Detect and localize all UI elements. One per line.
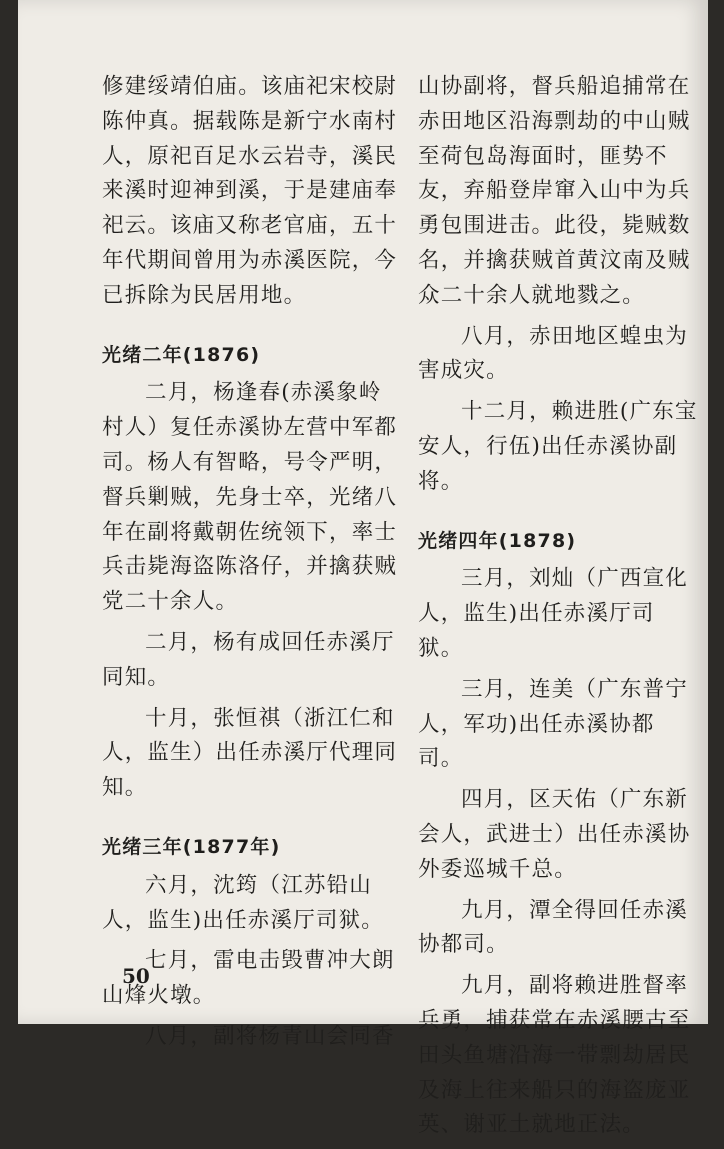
paragraph: 六月，沈筠（江苏铅山人，监生)出任赤溪厅司狱。 — [102, 872, 384, 933]
paragraph: 山协副将，督兵船追捕常在赤田地区沿海剽劫的中山贼至荷包岛海面时，匪势不友，弃船登岸窜入山中为兵勇包围进击。此役，毙贼数名，并擒获贼首黄汶南及贼众二十余人就地戮之。 — [418, 74, 691, 308]
paragraph: 八月，副将杨青山会同香 — [145, 1023, 395, 1049]
section-heading: 光绪四年(1878) — [418, 529, 577, 552]
paragraph: 三月，刘灿（广西宣化人，监生)出任赤溪厅司狱。 — [418, 566, 689, 661]
section-heading: 光绪二年(1876) — [102, 343, 261, 366]
page-number: 50 — [122, 964, 150, 988]
paragraph: 二月，杨逢春(赤溪象岭村人）复任赤溪协左营中军都司。杨人有智略，号令严明，督兵剿贼，先身士卒，光绪八年在副将戴朝佐统领下，率士兵击毙海盗陈洛仔，并擒获贼党二十余人。 — [102, 380, 398, 615]
section-heading: 光绪三年(1877年) — [102, 835, 281, 858]
paragraph: 十二月，赖进胜(广东宝安人，行伍)出任赤溪协副将。 — [418, 399, 698, 494]
paragraph: 十月，张恒祺（浙江仁和人，监生）出任赤溪厅代理同知。 — [102, 705, 398, 801]
paragraph: 七月，雷电击毁曹冲大朗山烽火墩。 — [102, 948, 395, 1009]
paragraph: 九月，潭全得回任赤溪协都司。 — [418, 897, 689, 958]
book-page — [18, 0, 708, 1138]
right-column — [418, 70, 698, 1149]
paragraph: 二月，杨有成回任赤溪厅同知。 — [102, 629, 395, 690]
paragraph: 八月，赤田地区蝗虫为害成灾。 — [418, 323, 689, 384]
paragraph: 四月，区天佑（广东新会人，武进士）出任赤溪协外委巡城千总。 — [418, 787, 691, 882]
paragraph: 九月，副将赖进胜督率兵勇，捕获常在赤溪腰古至田头鱼塘沿海一带剽劫居民及海上往来船只的海盗庞亚英、谢亚土就地正法。 — [418, 973, 691, 1138]
paragraph: 三月，连美（广东普宁人，军功)出任赤溪协都司。 — [418, 676, 689, 772]
left-column — [102, 70, 402, 1061]
paragraph: 修建绥靖伯庙。该庙祀宋校尉陈仲真。据载陈是新宁水南村人，原祀百足水云岩寺，溪民来溪时迎神到溪，于是建庙奉祀云。该庙又称老官庙，五十年代期间曾用为赤溪医院，今已拆除为民居用地。 — [102, 74, 398, 308]
